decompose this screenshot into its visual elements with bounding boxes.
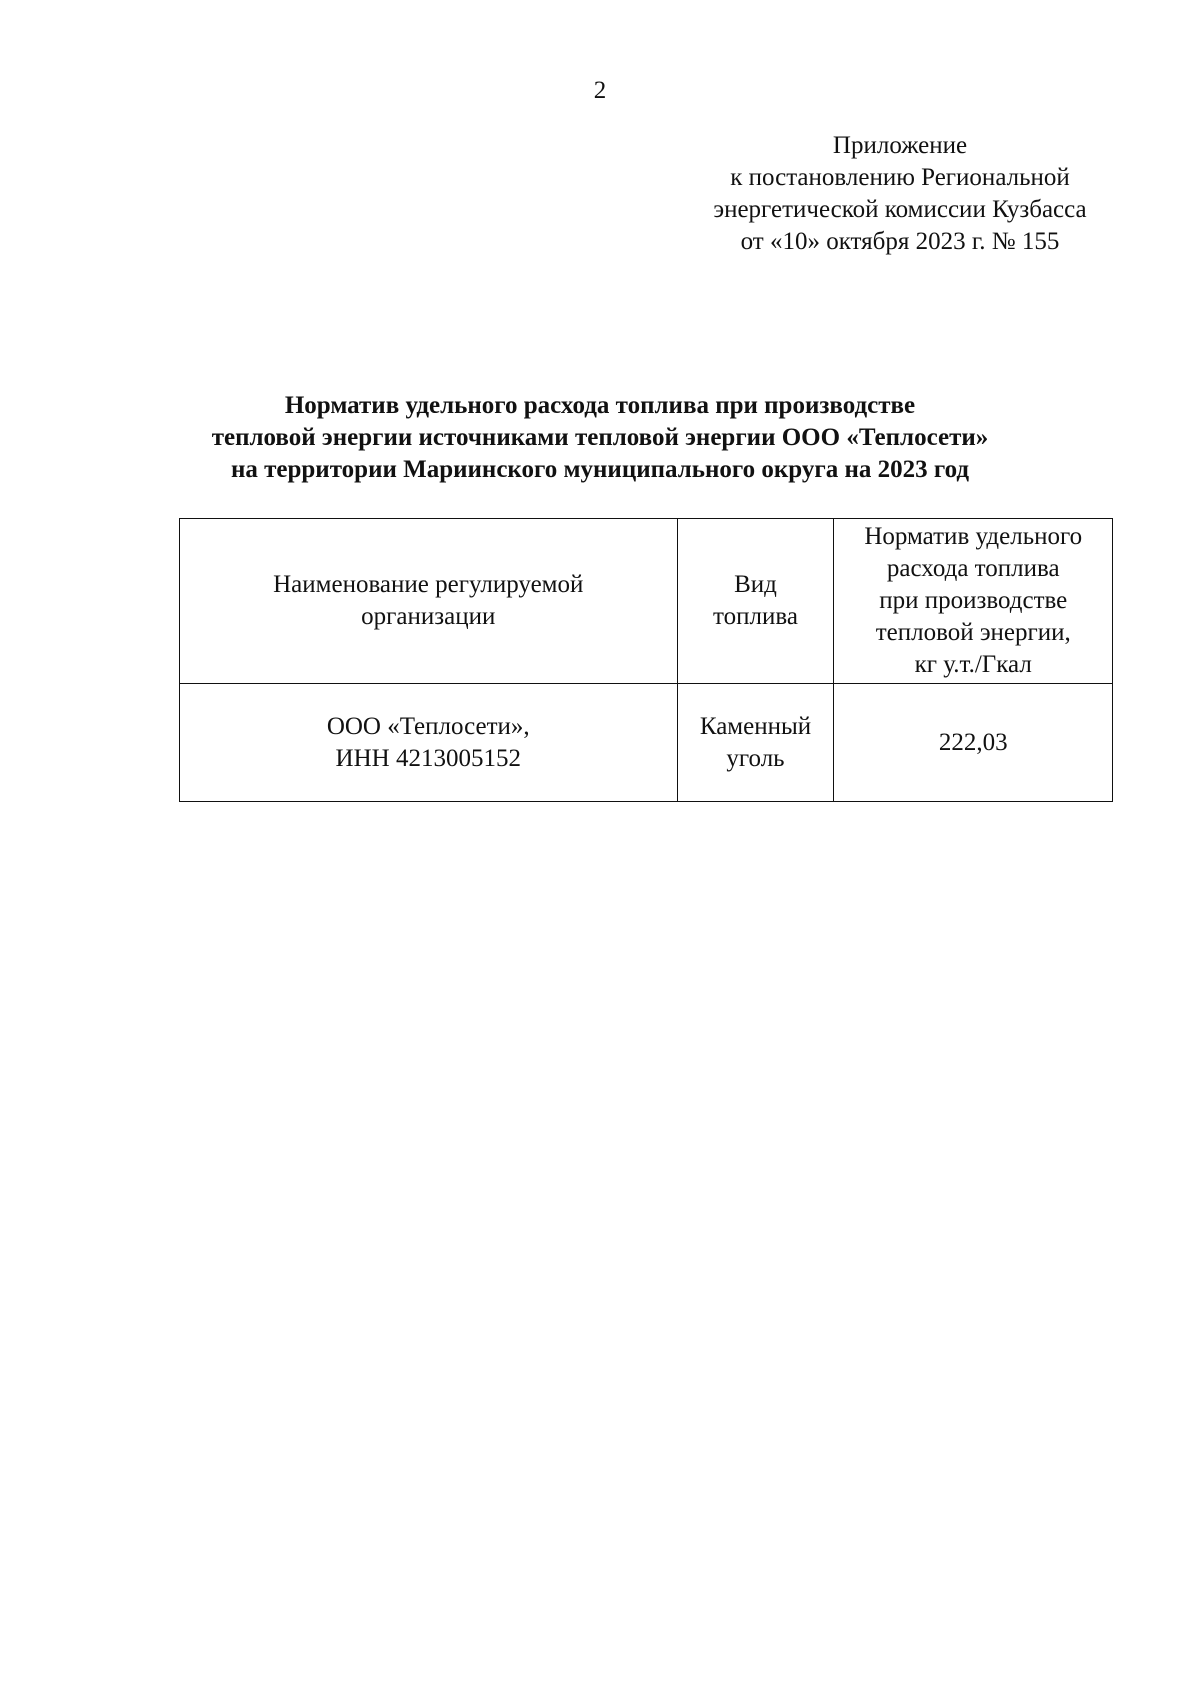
header-text: Наименование регулируемой [273, 571, 584, 598]
cell-text: ИНН 4213005152 [335, 744, 521, 772]
header-text: кг у.т./Гкал [914, 651, 1032, 678]
cell-fuel-type [677, 684, 834, 802]
header-fuel-type [677, 519, 834, 684]
header-norm [834, 519, 1113, 684]
appendix-line: к постановлению Региональной [730, 164, 1070, 191]
cell-organization [180, 684, 678, 802]
page-number: 2 [593, 77, 607, 104]
norm-table [179, 518, 1113, 802]
appendix-block [680, 130, 1120, 258]
table-header-row [180, 519, 1113, 684]
appendix-line: Приложение [832, 132, 968, 159]
header-text: топлива [713, 603, 798, 630]
header-text: тепловой энергии, [875, 619, 1071, 646]
cell-norm-value [834, 684, 1113, 802]
title-line: на территории Мариинского муниципального округа на 2023 год [230, 456, 970, 483]
title-line: Норматив удельного расхода топлива при производстве [284, 392, 916, 419]
cell-text: уголь [726, 744, 785, 772]
document-title [100, 390, 1100, 486]
header-text: Норматив удельного [864, 523, 1083, 550]
header-organization [180, 519, 678, 684]
appendix-line: от «10» октября 2023 г. № 155 [740, 228, 1060, 255]
appendix-line: энергетической комиссии Кузбасса [713, 196, 1087, 223]
header-text: организации [361, 603, 496, 630]
header-text: расхода топлива [886, 555, 1060, 582]
cell-text: ООО «Теплосети», [326, 712, 530, 740]
cell-text: 222,03 [938, 728, 1008, 756]
header-text: Вид [734, 571, 777, 598]
title-line: тепловой энергии источниками тепловой энергии ООО «Теплосети» [211, 424, 989, 451]
table-row [180, 684, 1113, 802]
header-text: при производстве [879, 587, 1068, 614]
cell-text: Каменный [699, 712, 812, 740]
